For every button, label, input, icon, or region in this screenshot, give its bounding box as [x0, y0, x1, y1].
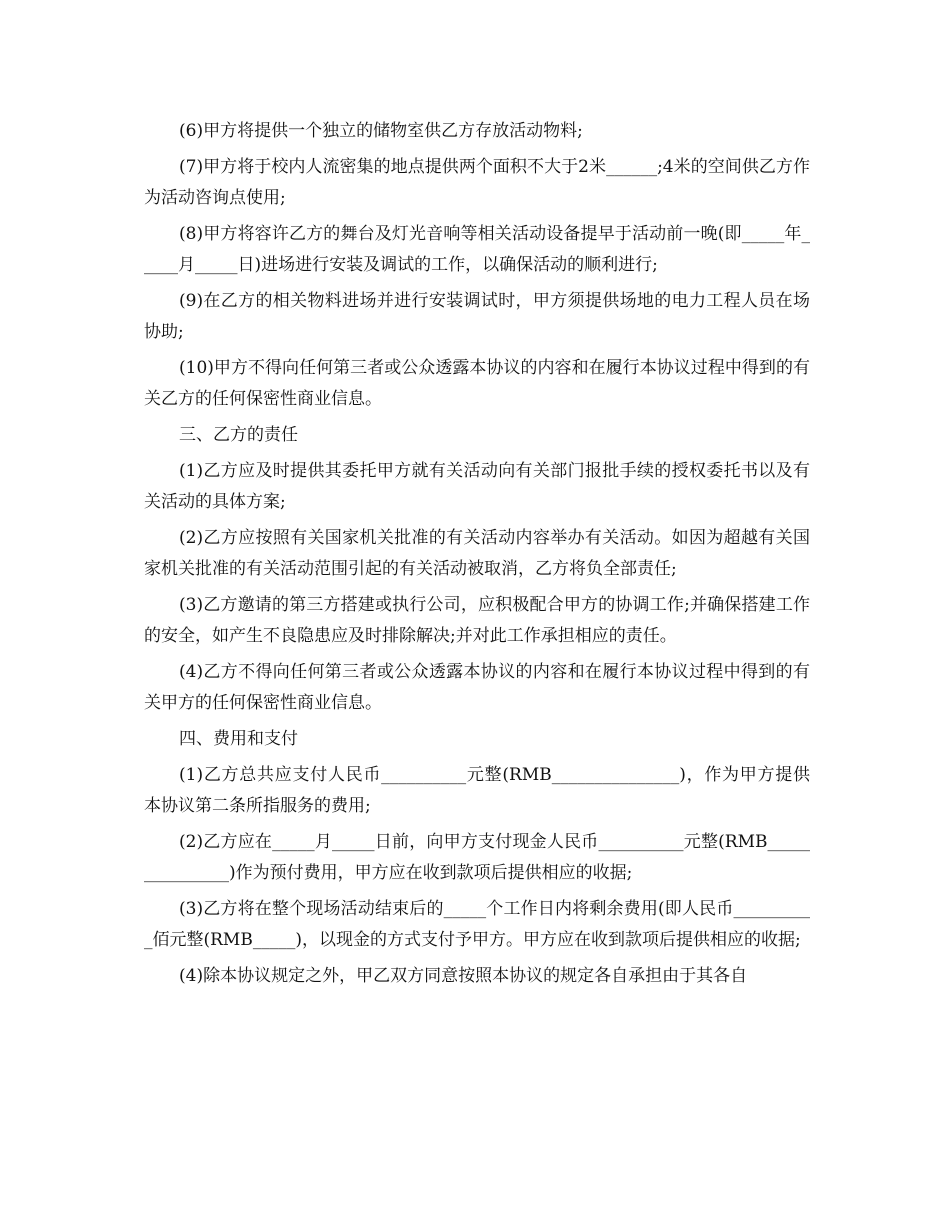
section4-clause-1: (1)乙方总共应支付人民币__________元整(RMB_______________)，作为甲方提供本协议第二条所指服务的费用;: [144, 765, 810, 816]
clause-10: (10)甲方不得向任何第三者或公众透露本协议的内容和在履行本协议过程中得到的有关乙方的任何保密性商业信息。: [144, 358, 810, 409]
section3-clause-1: (1)乙方应及时提供其委托甲方就有关活动向有关部门报批手续的授权委托书以及有关活动的具体方案;: [144, 461, 810, 512]
section3-clause-2: (2)乙方应按照有关国家机关批准的有关活动内容举办有关活动。如因为超越有关国家机关批准的有关活动范围引起的有关活动被取消，乙方将负全部责任;: [144, 528, 810, 579]
section-heading-3: 三、乙方的责任: [179, 425, 298, 445]
clause-9: (9)在乙方的相关物料进场并进行安装调试时，甲方须提供场地的电力工程人员在场协助;: [144, 291, 810, 342]
clause-7: (7)甲方将于校内人流密集的地点提供两个面积不大于2米______;4米的空间供乙方作为活动咨询点使用;: [144, 157, 810, 208]
section-heading-4: 四、费用和支付: [179, 729, 298, 749]
clause-8: (8)甲方将容许乙方的舞台及灯光音响等相关活动设备提早于活动前一晚(即_____年_____月_____日)进场进行安装及调试的工作，以确保活动的顺利进行;: [144, 224, 810, 275]
document-body: [144, 116, 810, 997]
section3-clause-4: (4)乙方不得向任何第三者或公众透露本协议的内容和在履行本协议过程中得到的有关甲方的任何保密性商业信息。: [144, 662, 810, 713]
section3-clause-3: (3)乙方邀请的第三方搭建或执行公司，应积极配合甲方的协调工作;并确保搭建工作的安全，如产生不良隐患应及时排除解决;并对此工作承担相应的责任。: [144, 595, 810, 646]
section4-clause-4: (4)除本协议规定之外，甲乙双方同意按照本协议的规定各自承担由于其各自: [179, 966, 748, 986]
clause-6: (6)甲方将提供一个独立的储物室供乙方存放活动物料;: [179, 121, 583, 141]
section4-clause-2: (2)乙方应在_____月_____日前，向甲方支付现金人民币__________元整(RMB_______________)作为预付费用，甲方应在收到款项后提供相应的收据;: [144, 832, 810, 883]
section4-clause-3: (3)乙方将在整个现场活动结束后的_____个工作日内将剩余费用(即人民币__________佰元整(RMB_____)，以现金的方式支付予甲方。甲方应在收到款项后提供相应的收据;: [144, 899, 810, 950]
